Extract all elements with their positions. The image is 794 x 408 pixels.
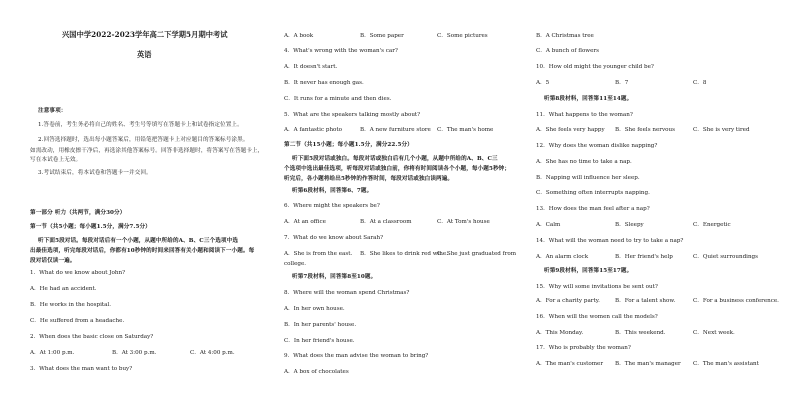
option: B．7 bbox=[615, 80, 629, 86]
option: C．Next week. bbox=[693, 330, 735, 336]
notice-item: 写在本试卷上无效。 bbox=[30, 157, 82, 163]
section-heading: 第二节（共15小题；每小题1.5分，满分22.5分） bbox=[284, 142, 413, 148]
question: 13．How does the man feel after a nap? bbox=[536, 206, 650, 212]
question: 1．What do we know about John? bbox=[30, 270, 126, 276]
option: A．Calm bbox=[536, 222, 561, 228]
option: A．This Monday. bbox=[536, 330, 584, 336]
option: C．He suffered from a headache. bbox=[30, 318, 125, 324]
option: B．At a classroom bbox=[360, 219, 412, 225]
option: C．A bunch of flowers bbox=[536, 48, 599, 54]
option: A．A book bbox=[284, 33, 314, 39]
question: 16．When will the women call the models? bbox=[536, 314, 658, 320]
option: A．A fantastic photo bbox=[284, 127, 343, 133]
question: 10．How old might the younger child be? bbox=[536, 64, 654, 70]
question: 3．What does the man want to buy? bbox=[30, 366, 133, 372]
option: B．Sleepy bbox=[615, 222, 644, 228]
question: 4．What's wrong with the woman's car? bbox=[284, 48, 398, 54]
option: C．Some pictures bbox=[437, 33, 488, 39]
exam-subject: 英语 bbox=[137, 50, 152, 59]
option: B．For a talent show. bbox=[615, 298, 676, 304]
question: 9．What does the man advise the woman to bring? bbox=[284, 353, 429, 359]
option: C．Energetic bbox=[693, 222, 731, 228]
material-heading: 听第6段材料，回答第6、7题。 bbox=[292, 188, 373, 194]
option: B．Napping will influence her sleep. bbox=[536, 175, 640, 181]
material-heading: 听第8段材料，回答第11至14题。 bbox=[544, 96, 633, 102]
option: A．A box of chocolates bbox=[284, 369, 349, 375]
question: 15．Why will some invitations be sent out? bbox=[536, 284, 658, 290]
material-heading: 听第9段材料，回答第15至17题。 bbox=[544, 268, 633, 274]
question: 6．Where might the speakers be? bbox=[284, 203, 380, 209]
option: B．It never has enough gas. bbox=[284, 80, 364, 86]
option: A．He had an accident. bbox=[30, 286, 97, 292]
option: C．She just graduated from bbox=[437, 251, 517, 257]
directions: 段对话仅读一遍。 bbox=[30, 258, 76, 264]
option: B．A Christmas tree bbox=[536, 33, 594, 39]
directions: 出最佳选项，听完每段对话后，你都有10秒钟的时间来回答有关小题和阅读下一小题。每 bbox=[30, 248, 255, 254]
option: B．This weekend. bbox=[615, 330, 666, 336]
option: B．The man's manager bbox=[615, 361, 681, 367]
option: C．The man's home bbox=[437, 127, 494, 133]
option: A．In her own house. bbox=[284, 306, 345, 312]
question: 8．Where will the woman spend Christmas? bbox=[284, 290, 410, 296]
exam-title: 兴国中学2022-2023学年高二下学期5月期中考试 bbox=[62, 30, 228, 39]
option: B．In her parents' house. bbox=[284, 322, 357, 328]
directions: 个选项中选出最佳选项，听每段对话或独白前，你将有时间阅读各个小题，每小题5秒钟； bbox=[284, 166, 511, 172]
option: C．Something often interrupts napping. bbox=[536, 190, 650, 196]
option: A．An alarm clock bbox=[536, 254, 589, 260]
option: B．Some paper bbox=[360, 33, 404, 39]
question: 5．What are the speakers talking mostly about? bbox=[284, 112, 421, 118]
option: B．At 3:00 p.m. bbox=[112, 350, 157, 356]
option: A．The man's customer bbox=[536, 361, 603, 367]
option: C．At Tom's house bbox=[437, 219, 490, 225]
option: A．At an office bbox=[284, 219, 326, 225]
section-heading: 第一节（共5小题；每小题1.5分，满分7.5分） bbox=[30, 224, 151, 230]
directions: 听下面5段对话。每段对话后有一个小题，从题中所给的A、B、C三个选项中选 bbox=[38, 238, 239, 244]
option: B．A new furniture store bbox=[360, 127, 431, 133]
question: 12．Why does the woman dislike napping? bbox=[536, 143, 658, 149]
option: C．In her friend's house. bbox=[284, 338, 355, 344]
notice-title: 注意事项： bbox=[38, 108, 67, 114]
option: A．At 1:00 p.m. bbox=[30, 350, 75, 356]
directions: 听下面5段对话或独白。每段对话或独白后有几个小题，从题中所给的A、B、C三 bbox=[292, 156, 498, 162]
option: C．Quiet surroundings bbox=[693, 254, 759, 260]
option: A．5 bbox=[536, 80, 550, 86]
question: 7．What do we know about Sarah? bbox=[284, 235, 384, 241]
directions: 听完后，各小题将给出5秒钟的作答时间，每段对话或独白读两遍。 bbox=[284, 176, 454, 182]
question: 2．When does the basic close on Saturday? bbox=[30, 334, 154, 340]
option: A．She has no time to take a nap. bbox=[536, 159, 632, 165]
material-heading: 听第7段材料，回答第8至10题。 bbox=[292, 274, 377, 280]
option: C．At 4:00 p.m. bbox=[190, 350, 235, 356]
option: B．Her friend's help bbox=[615, 254, 673, 260]
option: A．She feels very happy bbox=[536, 127, 605, 133]
question: 14．What will the woman need to try to take a nap? bbox=[536, 238, 684, 244]
notice-item: 如需改动，用橡皮擦干净后，再选涂其他答案标号。回答非选择题时，将答案写在答题卡上， bbox=[30, 148, 264, 154]
option: C．The man's assistant bbox=[693, 361, 759, 367]
option: A．She is from the east. bbox=[284, 251, 353, 257]
notice-item: 1.答卷前，考生务必将自己的姓名、考生号等填写在答题卡上和试卷指定位置上。 bbox=[38, 122, 243, 128]
option: B．She feels nervous bbox=[615, 127, 675, 133]
option: C．She is very tired bbox=[693, 127, 750, 133]
notice-item: 2.回答选择题时，选出每小题答案后，用铅笔把答题卡上对应题目的答案标号涂黑。 bbox=[38, 137, 249, 143]
part-heading: 第一部分 听力（共两节，满分30分） bbox=[30, 210, 126, 216]
option: B．He works in the hospital. bbox=[30, 302, 112, 308]
question: 11．What happens to the woman? bbox=[536, 112, 633, 118]
option-continued: college. bbox=[284, 261, 307, 267]
option: A．It doesn't start. bbox=[284, 64, 338, 70]
option: A．For a charity party. bbox=[536, 298, 600, 304]
option: B．She likes to drink red wine. bbox=[360, 251, 448, 257]
option: C．8 bbox=[693, 80, 707, 86]
option: C．It runs for a minute and then dies. bbox=[284, 96, 392, 102]
question: 17．Who is probably the woman? bbox=[536, 345, 631, 351]
option: C．For a business conference. bbox=[693, 298, 779, 304]
notice-item: 3.考试结束后，将本试卷和答题卡一并交回。 bbox=[38, 170, 152, 176]
